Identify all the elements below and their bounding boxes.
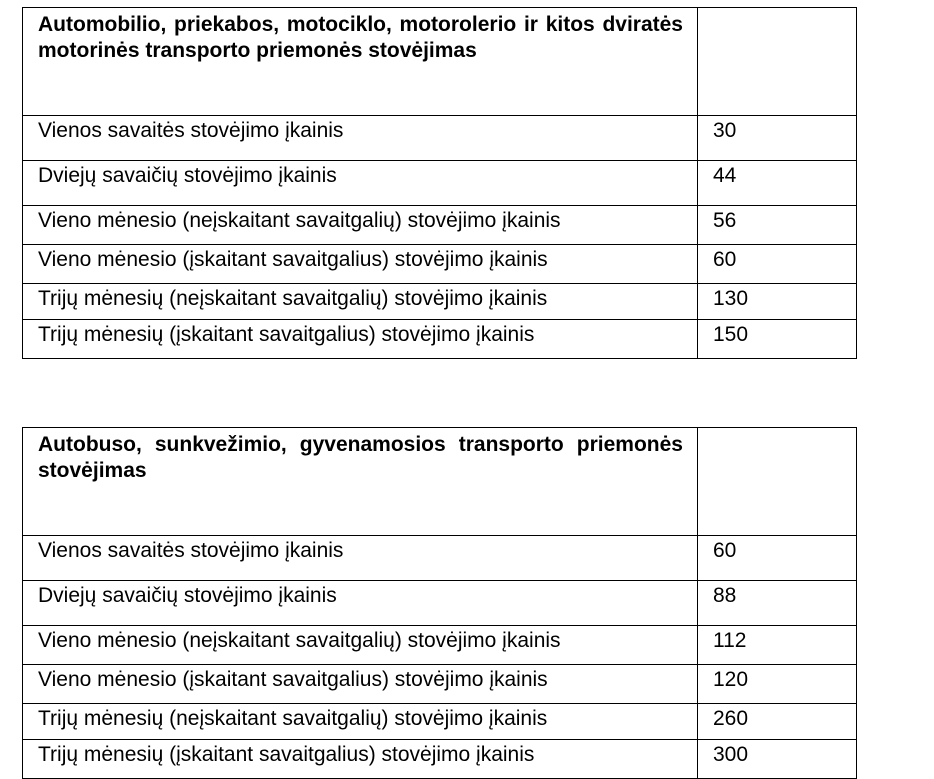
row-label: Vienos savaitės stovėjimo įkainis [23, 536, 698, 581]
row-price: 56 [698, 206, 857, 245]
row-price: 60 [698, 245, 857, 284]
row-price: 44 [698, 161, 857, 206]
table-row [23, 284, 857, 320]
table-title: Automobilio, priekabos, motociklo, motorolerio ir kitos dviratės motorinės transporto priemonės stovėjimas [23, 8, 698, 116]
row-label: Trijų mėnesių (įskaitant savaitgalius) stovėjimo įkainis [23, 740, 698, 779]
table-row [23, 704, 857, 740]
row-price: 150 [698, 320, 857, 359]
row-label: Trijų mėnesių (neįskaitant savaitgalių) stovėjimo įkainis [23, 284, 698, 320]
row-price: 260 [698, 704, 857, 740]
row-price: 112 [698, 626, 857, 665]
row-label: Vieno mėnesio (įskaitant savaitgalius) stovėjimo įkainis [23, 665, 698, 704]
table-row [23, 740, 857, 779]
row-label: Vieno mėnesio (neįskaitant savaitgalių) stovėjimo įkainis [23, 206, 698, 245]
table-row [23, 206, 857, 245]
bus-truck-parking-price-table [22, 427, 857, 779]
row-label: Dviejų savaičių stovėjimo įkainis [23, 161, 698, 206]
table-row [23, 536, 857, 581]
table-row [23, 626, 857, 665]
row-price: 120 [698, 665, 857, 704]
table-row [23, 116, 857, 161]
table-header-empty-cell [698, 428, 857, 536]
table-header-row [23, 428, 857, 536]
table-row [23, 320, 857, 359]
row-label: Trijų mėnesių (neįskaitant savaitgalių) stovėjimo įkainis [23, 704, 698, 740]
table-row [23, 581, 857, 626]
row-price: 130 [698, 284, 857, 320]
row-price: 88 [698, 581, 857, 626]
table-row [23, 245, 857, 284]
row-label: Vieno mėnesio (įskaitant savaitgalius) stovėjimo įkainis [23, 245, 698, 284]
row-label: Vienos savaitės stovėjimo įkainis [23, 116, 698, 161]
table-row [23, 161, 857, 206]
table-header-row [23, 8, 857, 116]
row-price: 60 [698, 536, 857, 581]
row-label: Vieno mėnesio (neįskaitant savaitgalių) stovėjimo įkainis [23, 626, 698, 665]
row-label: Dviejų savaičių stovėjimo įkainis [23, 581, 698, 626]
row-price: 300 [698, 740, 857, 779]
row-label: Trijų mėnesių (įskaitant savaitgalius) stovėjimo įkainis [23, 320, 698, 359]
table-row [23, 665, 857, 704]
car-parking-price-table [22, 7, 857, 359]
table-header-empty-cell [698, 8, 857, 116]
table-title: Autobuso, sunkvežimio, gyvenamosios transporto priemonės stovėjimas [23, 428, 698, 536]
row-price: 30 [698, 116, 857, 161]
